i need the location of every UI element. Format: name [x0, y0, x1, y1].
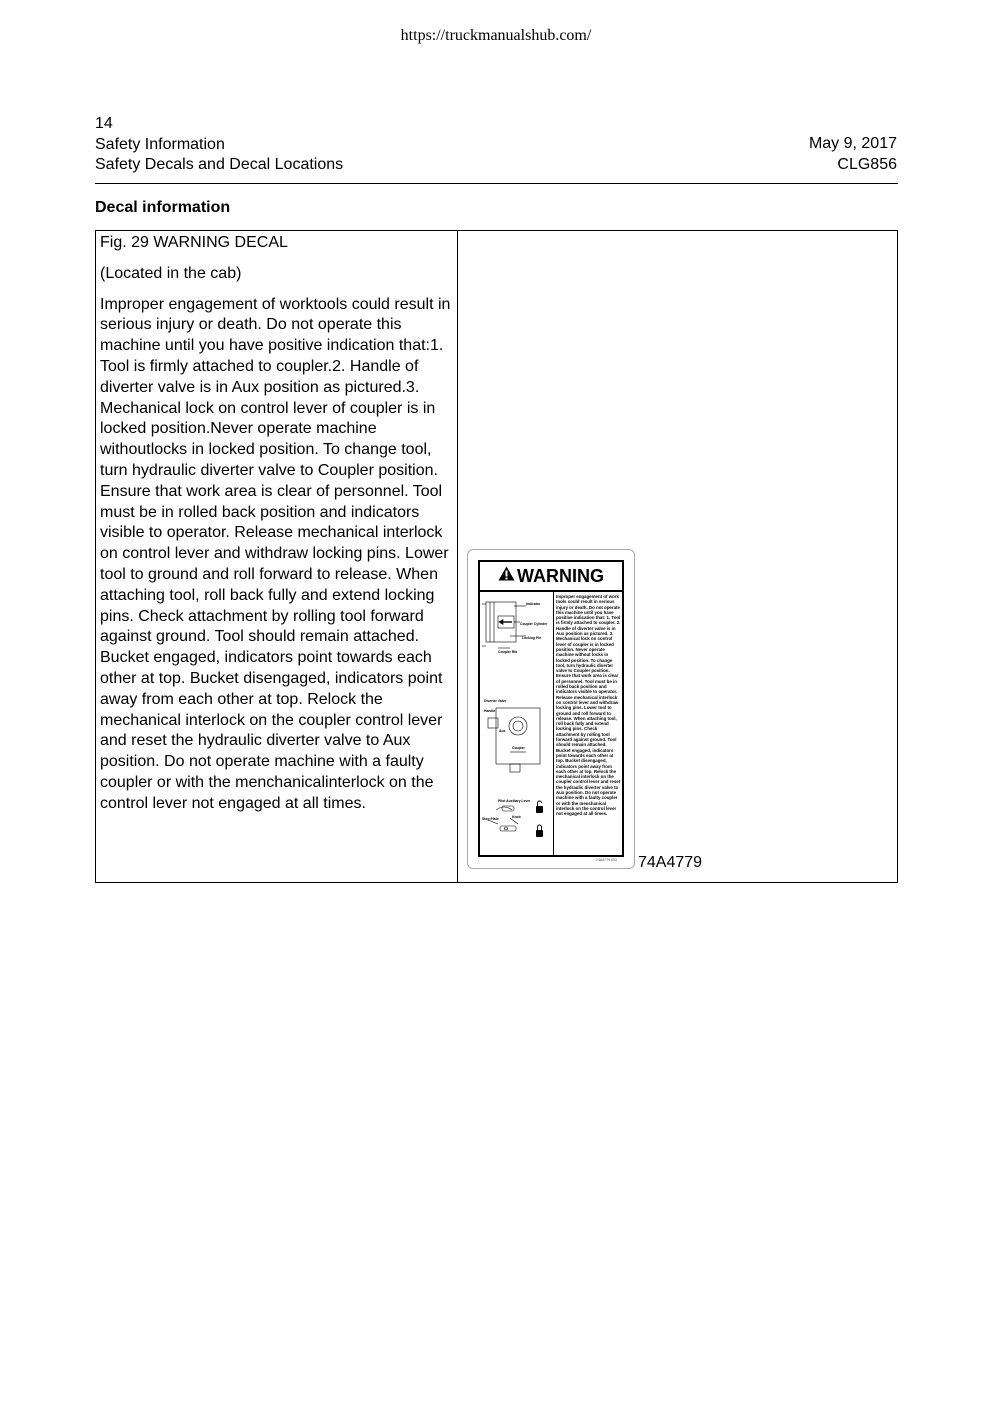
part-number: 74A4779	[638, 854, 703, 871]
decal-heading-text: WARNING	[517, 565, 604, 586]
decal-illustrations	[480, 592, 554, 857]
label-pilot-auxiliary-lever: Pilot Auxiliary Lever	[498, 799, 531, 803]
decal-image-cell	[458, 231, 897, 882]
source-url[interactable]: https://truckmanualshub.com/	[400, 27, 592, 44]
header-divider	[95, 183, 898, 184]
label-coupler-rib: Coupler Rib	[498, 650, 518, 654]
label-stop-plate: Stop Plate	[482, 817, 499, 821]
model-code: CLG856	[837, 155, 897, 173]
decal-body	[480, 592, 622, 857]
label-indicator: Indicator	[526, 602, 541, 606]
section-title: Decal information	[95, 199, 231, 216]
decal-heading	[480, 562, 622, 592]
coupler-illustration	[480, 592, 553, 857]
figure-caption: Fig. 29 WARNING DECAL	[100, 234, 288, 251]
section-name: Safety Decals and Decal Locations	[95, 156, 344, 173]
warning-decal	[478, 560, 624, 857]
label-coupler: Coupler	[512, 746, 525, 750]
publish-date: May 9, 2017	[808, 135, 897, 152]
decal-sticker	[467, 549, 635, 869]
label-diverter-valve: Diverter Valve	[484, 699, 507, 703]
decal-description: Improper engagement of worktools could result in serious injury or death. Do not operate this machine until you have positive indication that:1. Tool is firmly attached to coupler.2. Handle of diverter valve is in Aux position as pictured.3. Mechanical lock on control lever of coupler is in locked position.Never operate machine withoutlocks in locked position. To change tool, turn hydraulic diverter valve to Coupler position. Ensure that work area is clear of personnel. Tool must be in rolled back position and indicators visible to operator. Release mechanical interlock on control lever and withdraw locking pins. Lower tool to ground and roll forward to release. When attaching tool, roll back fully and extend locking pins. Check attachment by rolling tool forward against ground. Tool should remain attached. Bucket engaged, indicators point towards each other at top. Bucket disengaged, indicators point away from each other at top. Relock the mechanical interlock on the coupler control lever and reset the hydraulic diverter valve to Aux position. Do not operate machine with a faulty coupler or with the menchanicalinterlock on the control lever not engaged at all times.	[100, 295, 451, 812]
label-handle: Handle	[484, 709, 496, 713]
decal-location: (Located in the cab)	[100, 264, 242, 282]
label-knob: Knob	[512, 815, 521, 819]
decal-text-cell	[96, 231, 458, 882]
label-aux: Aux	[499, 729, 506, 733]
page-number: 14	[95, 115, 113, 132]
header-right	[809, 134, 897, 175]
chapter-title: Safety Information	[95, 135, 225, 153]
decal-table	[95, 230, 898, 883]
warning-triangle-icon	[498, 566, 515, 586]
label-locking-pin: Locking Pin	[522, 636, 542, 640]
decal-code: 74A4779-ISO	[596, 858, 618, 862]
header-left	[95, 114, 343, 176]
label-coupler-cylinder: Coupler Cylinder	[520, 622, 548, 626]
decal-warning-text: Improper engagement of work tools could result in serious injury or death. Do not operate this machine until you have positive indication that: 1. Tool is firmly attached to coupler. 2. Handle of diverter valve is in Aux position as pictured. 3. Mechanical lock on control lever of coupler is in locked position. Never operate machine without locks in locked position. To change tool, turn hydraulic diverter valve to Coupler position. Ensure that work area is clear of personnel. Tool must be in rolled back position and indicators visible to operator. Release mechanical interlock on control lever and withdraw locking pins. Lower tool to ground and roll forward to release. When attaching tool, roll back fully and extend locking pins. Check attachment by rolling tool forward against ground. Tool should remain attached. Bucket engaged, indicators point towards each other at top. Bucket disengaged, indicators point away from each other at top. Relock the mechanical interlock on the coupler control lever and reset the hydraulic diverter valve to Aux position. Do not operate machine with a faulty coupler or with the menchanical interlock on the control lever not engaged at all times.	[556, 594, 621, 817]
